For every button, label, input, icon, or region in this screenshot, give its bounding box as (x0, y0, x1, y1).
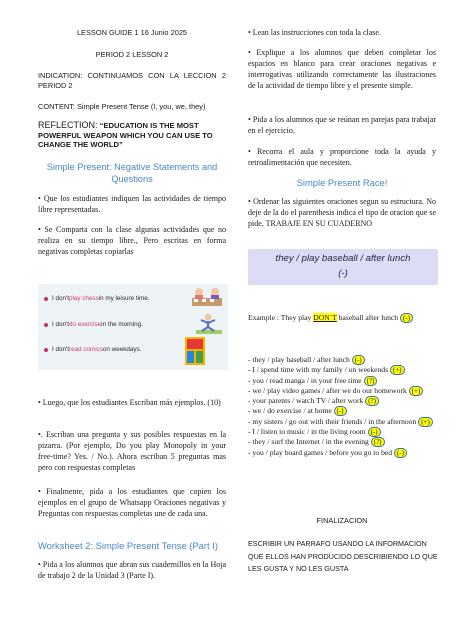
comics-illustration-icon (184, 336, 206, 366)
bullet-more-examples: • Luego, que los estudiantes Escriban más ejemplos. (10) (38, 398, 221, 407)
sign-badge: (-) (368, 427, 381, 437)
panel-row: I don't do exercise in the morning. (44, 321, 143, 328)
list-item: - they / play baseball / after lunch (-) (248, 355, 438, 365)
bullet-dot-icon (44, 323, 48, 327)
sign-badge: (-) (352, 355, 365, 365)
list-item: - my sisters / go out with their friends / in the afternoon (+) (248, 417, 438, 427)
section-title-race: Simple Present Race! (296, 177, 388, 188)
list-item: - I / spend time with my family / on weekends (+) (248, 365, 438, 375)
exercise-illustration-icon (196, 312, 222, 336)
sign-badge: (-) (400, 313, 413, 323)
sign-badge: (-) (334, 406, 347, 416)
list-item: - we / play video games / after we do our homework (+) (248, 386, 438, 396)
list-item: - I / listen to music / in the living room (-) (248, 427, 438, 437)
closing-instruction: ESCRIBIR UN PARRAFO USANDO LA INFORMACION QUE ELLOS HAN PRODUCIDO DESCRIBIENDO LO QUE LES GUSTA Y NO LES GUSTA (248, 539, 438, 574)
bullet-dot-icon (44, 297, 48, 301)
sign-badge: (+) (418, 417, 433, 427)
banner-sign: (-) (338, 268, 348, 279)
example-banner (248, 249, 438, 285)
list-item: - you / read manga / in your free time (?) (248, 376, 438, 386)
exercise-list (248, 355, 438, 458)
panel-row: I don't read comics on weekdays. (44, 346, 141, 353)
section-title-negative: Simple Present: Negative Statements and Questions (46, 162, 218, 184)
list-item: - your parents / watch TV / after work (?) (248, 396, 438, 406)
bullet-whatsapp: • Finalmente, pida a los estudiantes que copien los ejemplos en el grupo de Whatsapp Oraciones negativas y Preguntas con respuestas completas une de cada una. (38, 487, 226, 518)
bullet-read-instructions: • Lean las instrucciones con toda la clase. (248, 28, 381, 37)
sign-badge: (?) (365, 396, 379, 406)
finalizacion-heading: FINALIZACION (316, 516, 368, 525)
period-header: PERIOD 2 LESSON 2 (95, 50, 169, 59)
dont-highlight: DON´T (313, 313, 337, 322)
panel-row: I don't play chess in my leisure time. (44, 295, 149, 302)
section-title-worksheet: Worksheet 2: Simple Present Tense (Part I) (38, 540, 218, 551)
reflection-quote: “EDUCATION IS THE MOST POWERFUL WEAPON WHICH YOU CAN USE TO CHANGE THE WORLD” (38, 121, 213, 150)
negative-examples-panel (38, 284, 228, 370)
bullet-walk-around: • Recorra el aula y proporcione toda la ayuda y retroalimentación que necesiten. (248, 147, 436, 167)
bullet-dot-icon (44, 348, 48, 352)
content-text: CONTENT: Simple Present Tense (I, you, we, they) (38, 102, 206, 111)
indication-text: INDICATION: CONTINUAMOS CON LA LECCION 2 PERIOD 2 (38, 71, 226, 91)
bullet-indicate-activities: • Que los estudiantes indiquen las actividades de tiempo libre representadas. (38, 194, 226, 214)
bullet-pairs: • Pida a los alumnos que se reúnan en parejas para trabajar en el ejercicio. (248, 115, 436, 135)
chess-illustration-icon (190, 286, 224, 308)
sign-badge: (-) (394, 448, 407, 458)
reflection-label: REFLECTION: (38, 120, 98, 130)
bullet-question-answers: •. Escriban una pregunta y sus posibles respuestas en la pizarra. (Por ejemplo, Do you play Monopoly in your free-time? Yes. / No.). Ahora escriban 5 preguntas mas pero con respuestas completas (38, 430, 226, 472)
sign-badge: (?) (371, 437, 385, 447)
bullet-open-workbook: • Pida a los alumnos que abran sus cuadernillos en la Hoja de trabajo 2 de la Unidad 3 (Parte I). (38, 560, 226, 580)
bullet-share-activities: • Se Comparta con la clase algunas actividades que no realiza en su tiempo libre., Pero escritas en forma negativas completas copiarlas (38, 225, 226, 256)
list-item: - they / surf the Internet / in the evening (?) (248, 437, 438, 447)
reflection (38, 121, 228, 150)
lesson-header: LESSON GUIDE 1 16 Junio 2025 (76, 28, 188, 37)
sign-badge: (+) (409, 386, 424, 396)
example-sentence: Example : They play DON´T baseball after lunch (-) (248, 313, 438, 323)
bullet-order-sentences: • Ordenar las siguientes oraciones segun su estructura. No deje de la do el parenthesis indica el tipo de oracion que se pide, TRABAJE EN SU CUADERNO (248, 197, 436, 228)
list-item: - we / do exercise / at home (-) (248, 406, 438, 416)
sign-badge: (+) (390, 365, 405, 375)
banner-prompt: they / play baseball / after lunch (275, 253, 411, 264)
list-item: - you / play board games / before you go to bed (-) (248, 448, 438, 458)
sign-badge: (?) (364, 376, 378, 386)
bullet-explain-task: • Explique a los alumnos que deben completar los espacios en blanco para crear oraciones negativas e interrogativas utilizando correctamente las ilustraciones de la actividad de tiempo libre y el presente simple. (248, 48, 436, 90)
